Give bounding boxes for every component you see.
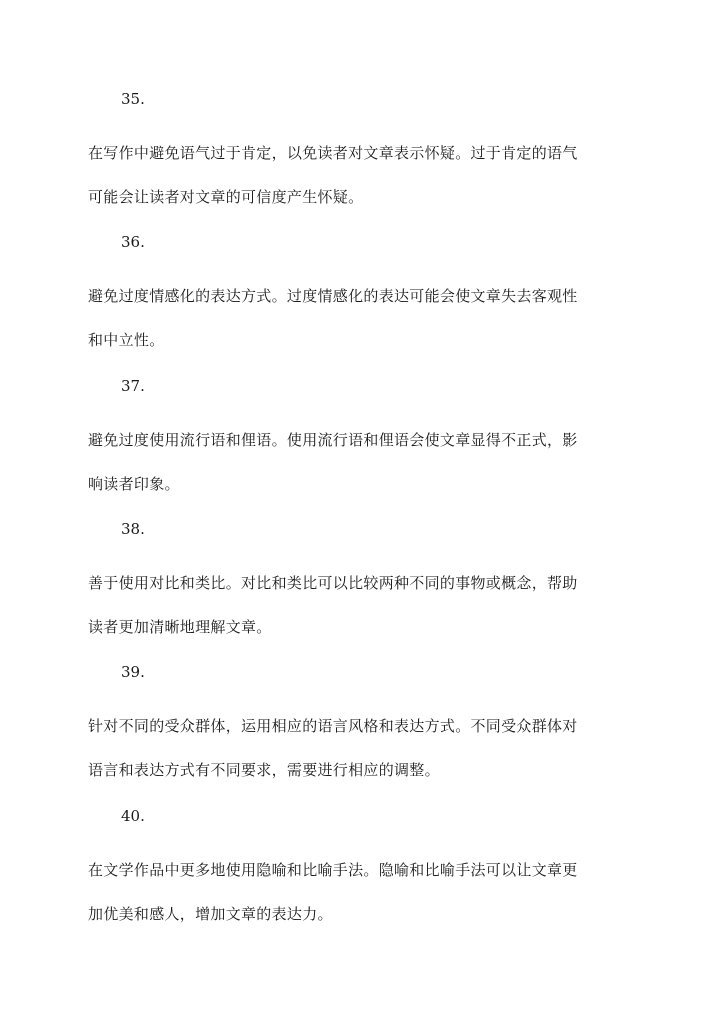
text-line: 加优美和感人，增加文章的表达力。 <box>88 905 333 923</box>
list-item-38 <box>88 519 644 649</box>
text-line: 在写作中避免语气过于肯定，以免读者对文章表示怀疑。过于肯定的语气 <box>88 144 578 162</box>
text-line: 和中立性。 <box>88 331 165 349</box>
list-item-35 <box>88 89 644 219</box>
text-line: 避免过度情感化的表达方式。过度情感化的表达可能会使文章失去客观性 <box>88 287 578 305</box>
text-line: 善于使用对比和类比。对比和类比可以比较两种不同的事物或概念，帮助 <box>88 574 578 592</box>
text-line: 在文学作品中更多地使用隐喻和比喻手法。隐喻和比喻手法可以让文章更 <box>88 861 578 879</box>
item-text <box>88 848 644 936</box>
item-text <box>88 274 644 362</box>
list-item-39 <box>88 662 644 792</box>
item-number: 35. <box>121 90 145 108</box>
list-item-37 <box>88 376 644 506</box>
item-number: 36. <box>121 233 145 251</box>
item-text <box>88 561 644 649</box>
item-text <box>88 418 644 506</box>
item-number: 38. <box>121 520 145 538</box>
item-text <box>88 131 644 219</box>
text-line: 针对不同的受众群体，运用相应的语言风格和表达方式。不同受众群体对 <box>88 717 578 735</box>
item-number: 39. <box>121 663 145 681</box>
list-item-40 <box>88 806 644 936</box>
list-item-36 <box>88 232 644 362</box>
text-line: 可能会让读者对文章的可信度产生怀疑。 <box>88 188 364 206</box>
item-text <box>88 704 644 792</box>
text-line: 语言和表达方式有不同要求，需要进行相应的调整。 <box>88 761 440 779</box>
item-number: 40. <box>121 807 145 825</box>
text-line: 避免过度使用流行语和俚语。使用流行语和俚语会使文章显得不正式，影 <box>88 431 578 449</box>
item-number: 37. <box>121 377 145 395</box>
text-line: 读者更加清晰地理解文章。 <box>88 618 272 636</box>
text-line: 响读者印象。 <box>88 475 180 493</box>
